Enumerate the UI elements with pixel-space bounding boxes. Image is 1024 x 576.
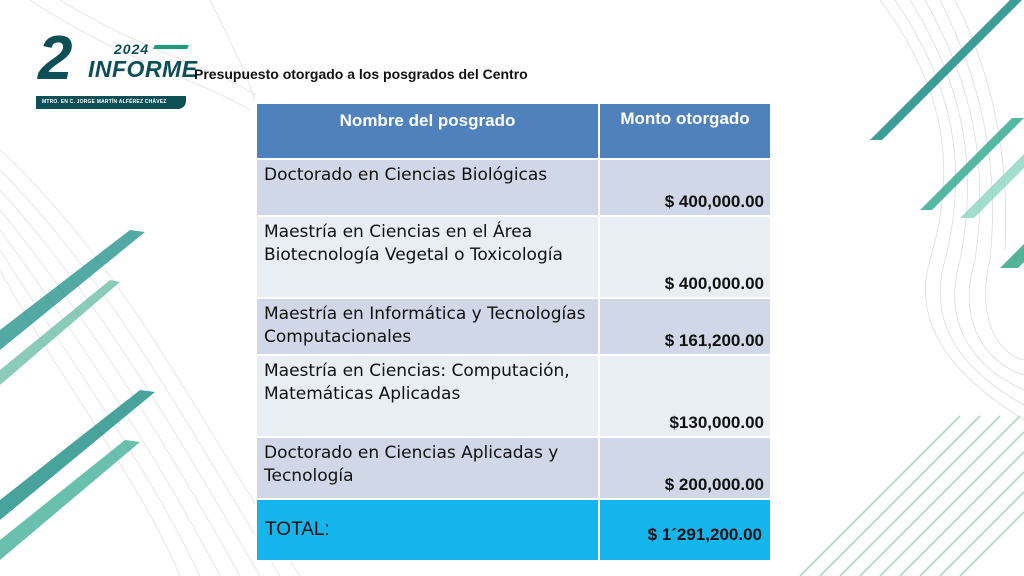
program-amount: $ 400,000.00 [599, 159, 771, 216]
table-row [256, 298, 771, 355]
program-amount: $ 200,000.00 [599, 437, 771, 499]
table-header-row [256, 103, 771, 159]
slide-title: Presupuesto otorgado a los posgrados del Centro [194, 66, 528, 82]
logo-number: 2 [38, 24, 73, 93]
table-total-row [256, 499, 771, 561]
logo-year: 2024 [114, 41, 150, 57]
table-row [256, 216, 771, 298]
program-amount: $ 400,000.00 [599, 216, 771, 298]
header-amount: Monto otorgado [599, 103, 771, 159]
table-row [256, 355, 771, 437]
budget-table [255, 102, 772, 562]
program-name: Maestría en Ciencias: Computación, Matemáticas Aplicadas [256, 355, 599, 437]
total-amount: $ 1´291,200.00 [599, 499, 771, 561]
header-program-name: Nombre del posgrado [256, 103, 599, 159]
logo-subtitle: MTRO. EN C. JORGE MARTÍN ALFÉREZ CHÁVEZ [42, 99, 167, 105]
program-name: Maestría en Informática y Tecnologías Computacionales [256, 298, 599, 355]
logo-word: INFORME [88, 56, 198, 82]
table-row [256, 159, 771, 216]
program-name: Doctorado en Ciencias Biológicas [256, 159, 599, 216]
total-label: TOTAL: [256, 499, 599, 561]
informe-logo [36, 24, 198, 114]
program-amount: $130,000.00 [599, 355, 771, 437]
logo-subtitle-band [36, 96, 186, 109]
logo-accent-bar [153, 45, 189, 49]
program-amount: $ 161,200.00 [599, 298, 771, 355]
table-row [256, 437, 771, 499]
program-name: Doctorado en Ciencias Aplicadas y Tecnología [256, 437, 599, 499]
program-name: Maestría en Ciencias en el Área Biotecnología Vegetal o Toxicología [256, 216, 599, 298]
